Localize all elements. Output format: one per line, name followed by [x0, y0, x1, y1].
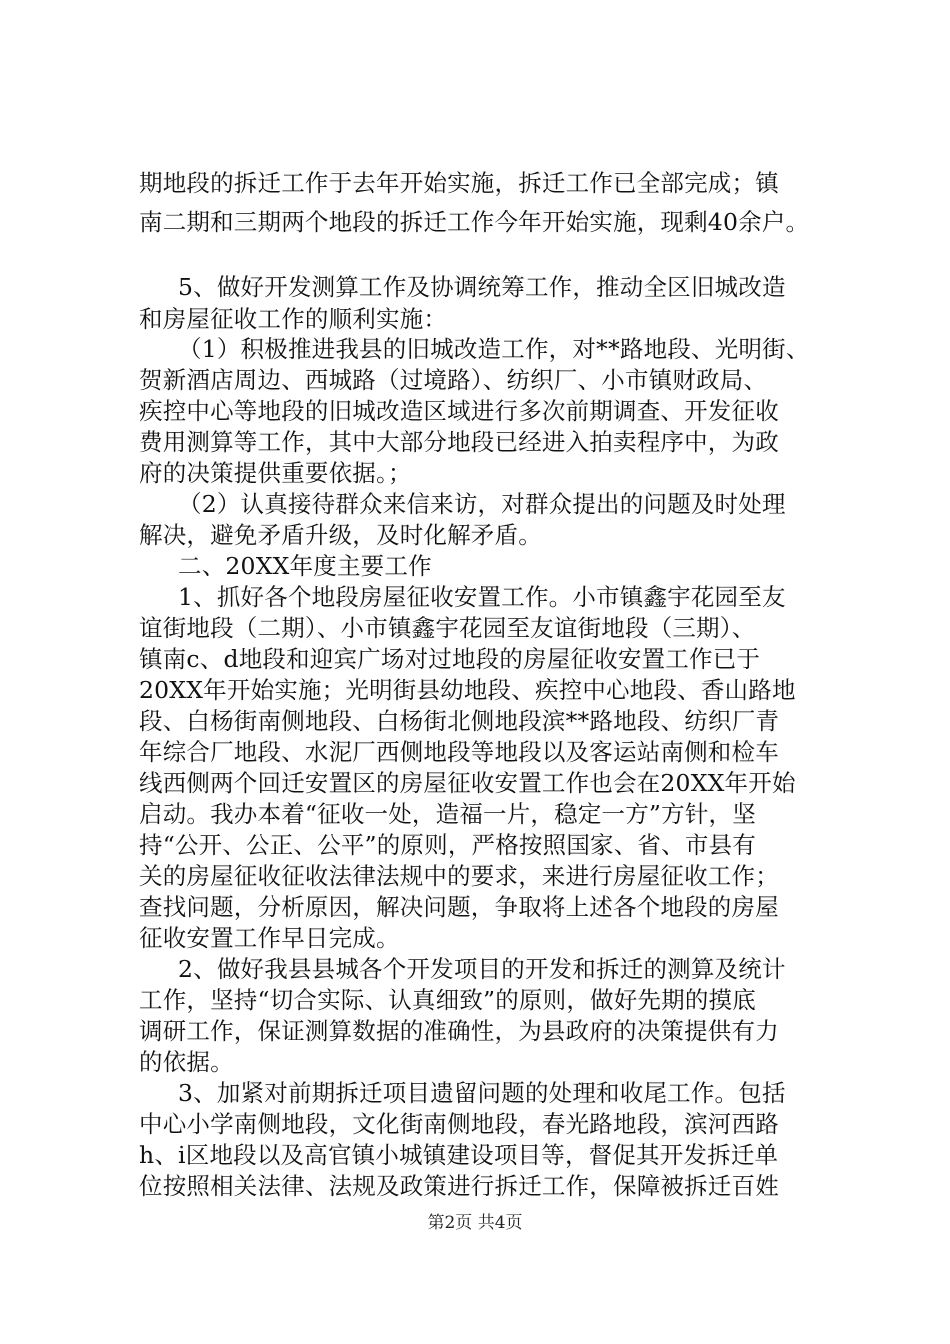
text-line: 20XX年开始实施；光明街县幼地段、疾控中心地段、香山路地: [139, 676, 796, 704]
text-line: 的依据。: [139, 1048, 234, 1076]
text-line: 疾控中心等地段的旧城改造区域进行多次前期调查、开发征收: [139, 397, 779, 425]
text-line: 查找问题，分析原因，解决问题，争取将上述各个地段的房屋: [139, 893, 779, 921]
text-line: 贺新酒店周边、西城路（过境路）、纺织厂、小市镇财政局、: [139, 366, 768, 394]
text-line: 征收安置工作早日完成。: [139, 924, 400, 952]
text-line: 关的房屋征收征收法律法规中的要求，来进行房屋征收工作；: [139, 862, 779, 890]
text-line: 启动。我办本着“征收一处，造福一片，稳定一方”方针，坚: [139, 800, 756, 828]
text-line: 和房屋征收工作的顺利实施：: [139, 305, 448, 333]
text-line: 调研工作，保证测算数据的准确性，为县政府的决策提供有力: [139, 1017, 779, 1045]
text-line: 段、白杨街南侧地段、白杨街北侧地段滨**路地段、纺织厂青: [139, 707, 780, 735]
text-line: 1、抓好各个地段房屋征收安置工作。小市镇鑫宇花园至友: [178, 583, 786, 611]
text-line: 费用测算等工作，其中大部分地段已经进入拍卖程序中，为政: [139, 428, 779, 456]
text-line: 南二期和三期两个地段的拆迁工作今年开始实施，现剩40余户。: [139, 208, 810, 236]
text-line: 镇南c、d地段和迎宾广场对过地段的房屋征收安置工作已于: [139, 645, 761, 673]
text-line: 位按照相关法律、法规及政策进行拆迁工作，保障被拆迁百姓: [139, 1172, 779, 1200]
text-line: 府的决策提供重要依据。；: [139, 459, 412, 487]
text-line: 2、做好我县县城各个开发项目的开发和拆迁的测算及统计: [178, 955, 786, 983]
page-footer: 第2页 共4页: [427, 1213, 523, 1233]
text-line: 持“公开、公正、公平”的原则，严格按照国家、省、市县有: [139, 831, 756, 859]
text-line: 3、加紧对前期拆迁项目遗留问题的处理和收尾工作。包括: [178, 1079, 786, 1107]
text-line: 线西侧两个回迁安置区的房屋征收安置工作也会在20XX年开始: [139, 769, 796, 797]
text-line: 工作，坚持“切合实际、认真细致”的原则，做好先期的摸底: [139, 986, 756, 1014]
text-line: 期地段的拆迁工作于去年开始实施，拆迁工作已全部完成；镇: [139, 169, 779, 197]
text-line: 5、做好开发测算工作及协调统筹工作，推动全区旧城改造: [178, 273, 786, 301]
text-line: 谊街地段（二期）、小市镇鑫宇花园至友谊街地段（三期）、: [139, 614, 756, 642]
text-line: 解决，避免矛盾升级，及时化解矛盾。: [139, 521, 542, 549]
text-line: 年综合厂地段、水泥厂西侧地段等地段以及客运站南侧和检车: [139, 738, 779, 766]
section-heading: 二、20XX年度主要工作: [178, 552, 432, 580]
text-line: （2）认真接待群众来信来访，对群众提出的问题及时处理: [178, 490, 786, 518]
text-line: 中心小学南侧地段，文化街南侧地段，春光路地段，滨河西路: [139, 1110, 779, 1138]
text-line: h、i区地段以及高官镇小城镇建设项目等，督促其开发拆迁单: [139, 1141, 779, 1169]
text-line: （1）积极推进我县的旧城改造工作，对**路地段、光明街、: [178, 335, 810, 363]
